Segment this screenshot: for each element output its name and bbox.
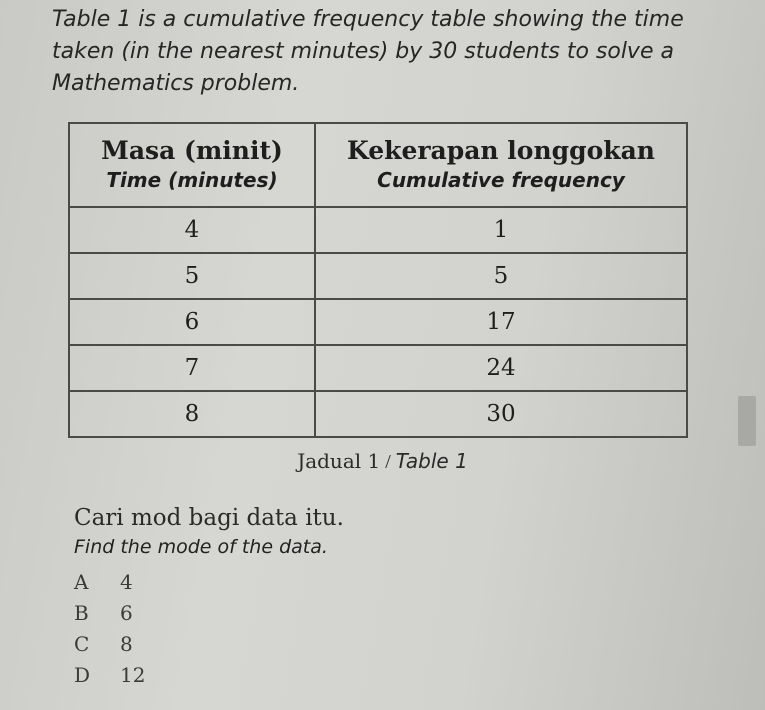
header-cf-malay: Kekerapan longgokan (347, 136, 655, 165)
cumulative-frequency-table-container (68, 122, 686, 438)
option-a[interactable] (74, 567, 344, 598)
header-time (69, 123, 315, 207)
option-b[interactable] (74, 598, 344, 629)
option-value: 6 (120, 601, 133, 625)
table-row (69, 391, 687, 437)
table-row (69, 345, 687, 391)
cell-cumulative-frequency: 24 (315, 345, 687, 391)
table-caption (0, 449, 765, 474)
table-row (69, 207, 687, 253)
scrollbar-thumb[interactable] (738, 396, 756, 446)
cell-cumulative-frequency: 30 (315, 391, 687, 437)
cell-cumulative-frequency: 17 (315, 299, 687, 345)
cell-time: 7 (69, 345, 315, 391)
header-time-malay: Masa (minit) (101, 136, 283, 165)
option-letter: B (74, 601, 89, 625)
option-letter: D (74, 663, 91, 687)
caption-english: Table 1 (395, 449, 468, 473)
cell-time: 5 (69, 253, 315, 299)
option-value: 8 (120, 632, 133, 656)
table-header-row (69, 123, 687, 207)
question-english: Find the mode of the data. (74, 536, 328, 558)
header-cumulative-frequency (315, 123, 687, 207)
caption-malay: Jadual 1 (297, 449, 381, 473)
cell-time: 6 (69, 299, 315, 345)
option-letter: C (74, 632, 90, 656)
cell-time: 8 (69, 391, 315, 437)
cumulative-frequency-table (68, 122, 688, 438)
cell-time: 4 (69, 207, 315, 253)
header-cf-english: Cumulative frequency (377, 168, 625, 192)
header-time-english: Time (minutes) (106, 168, 278, 192)
cell-cumulative-frequency: 5 (315, 253, 687, 299)
answer-options (74, 567, 344, 691)
cell-cumulative-frequency: 1 (315, 207, 687, 253)
caption-separator: / (380, 451, 396, 473)
option-d[interactable] (74, 660, 344, 691)
problem-intro: Table 1 is a cumulative frequency table showing the time taken (in the nearest minutes) by 30 students to solve a Mathematics problem. (52, 7, 684, 96)
option-letter: A (74, 570, 89, 594)
table-row (69, 253, 687, 299)
option-value: 4 (120, 570, 133, 594)
table-row (69, 299, 687, 345)
question-block (74, 503, 344, 691)
question-malay: Cari mod bagi data itu. (74, 505, 344, 531)
option-value: 12 (120, 663, 146, 687)
option-c[interactable] (74, 629, 344, 660)
